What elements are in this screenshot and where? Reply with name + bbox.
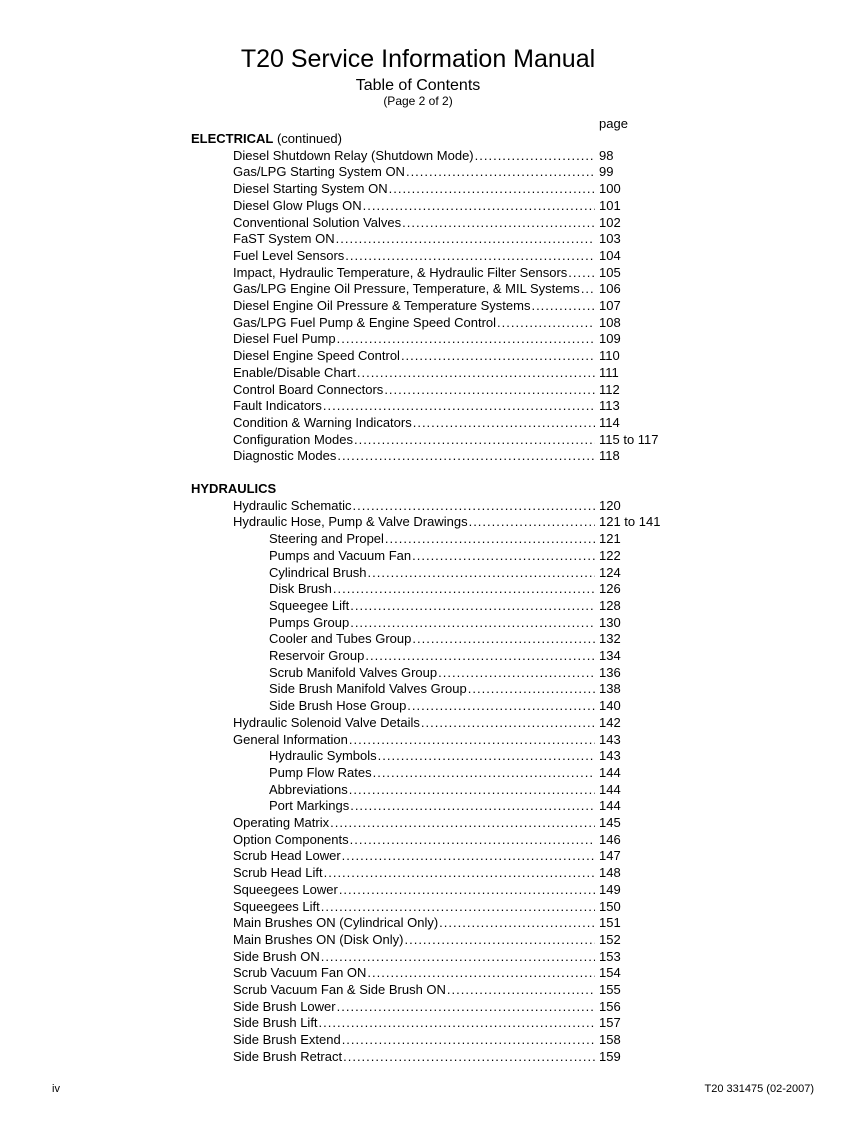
toc-entry-title: Squeegees Lower xyxy=(233,881,338,897)
toc-entry[interactable] xyxy=(233,999,596,1015)
dot-leader xyxy=(368,565,595,581)
toc-entry-title: Steering and Propel xyxy=(269,531,384,547)
toc-entry-page: 134 xyxy=(599,648,621,663)
dot-leader xyxy=(413,415,595,431)
dot-leader xyxy=(363,198,595,214)
toc-entry-page: 158 xyxy=(599,1032,621,1048)
toc-entry-page: 109 xyxy=(599,331,621,347)
toc-entry[interactable] xyxy=(233,215,596,231)
toc-entry[interactable] xyxy=(233,1032,596,1048)
dot-leader xyxy=(337,448,595,464)
toc-entry-title: Diesel Fuel Pump xyxy=(233,331,336,347)
toc-entry-title: Side Brush Manifold Valves Group xyxy=(269,681,467,697)
toc-entry[interactable] xyxy=(233,965,596,981)
toc-entry-title: Side Brush Lower xyxy=(233,998,336,1014)
toc-entry[interactable] xyxy=(233,815,596,831)
toc-entry-page: 121 xyxy=(599,531,621,547)
toc-entry-title: Scrub Vacuum Fan & Side Brush ON xyxy=(233,982,446,997)
toc-entry-page: 99 xyxy=(599,164,614,180)
toc-entry-page: 111 xyxy=(599,364,619,380)
toc-entry[interactable] xyxy=(269,782,596,798)
toc-entry[interactable] xyxy=(269,548,596,564)
toc-entry-page: 114 xyxy=(599,414,620,430)
toc-entry-page: 155 xyxy=(599,982,621,997)
toc-entry-title: Scrub Head Lift xyxy=(233,865,323,881)
dot-leader xyxy=(469,514,595,530)
dot-leader xyxy=(353,498,596,514)
toc-entry[interactable] xyxy=(233,164,596,180)
dot-leader xyxy=(407,698,595,714)
dot-leader xyxy=(336,231,595,247)
toc-entry-page: 102 xyxy=(599,214,621,230)
toc-entry[interactable] xyxy=(269,748,596,764)
toc-entry-page: 148 xyxy=(599,865,621,881)
toc-entry-title: Squeegee Lift xyxy=(269,597,350,613)
toc-entry-title: Pump Flow Rates xyxy=(269,764,372,780)
section-heading-name: HYDRAULICS xyxy=(191,481,277,496)
toc-entry-title: Gas/LPG Engine Oil Pressure, Temperature, & MIL Systems xyxy=(233,281,580,297)
toc-entry[interactable] xyxy=(233,848,596,864)
toc-entry-title: Impact, Hydraulic Temperature, & Hydraulic Filter Sensors xyxy=(233,264,568,280)
toc-entry[interactable] xyxy=(233,248,596,264)
toc-entry-title: Scrub Head Lower xyxy=(233,848,341,864)
toc-entry-page: 103 xyxy=(599,231,621,247)
toc-entry-page: 152 xyxy=(599,931,621,947)
dot-leader xyxy=(345,248,595,264)
dot-leader xyxy=(333,581,595,597)
toc-entry-page: 118 xyxy=(599,448,620,464)
toc-entry[interactable] xyxy=(233,1015,596,1031)
toc-entry[interactable] xyxy=(269,531,596,547)
dot-leader xyxy=(384,382,595,398)
toc-entry[interactable] xyxy=(233,514,596,530)
toc-entry-title: Main Brushes ON (Disk Only) xyxy=(233,931,404,947)
dot-leader xyxy=(330,815,595,831)
toc-entry-page: 157 xyxy=(599,1015,621,1031)
toc-entry-page: 120 xyxy=(599,497,621,513)
toc-entry[interactable] xyxy=(233,448,596,464)
toc-entry-page: 115 to 117 xyxy=(599,431,659,447)
toc-entry[interactable] xyxy=(233,148,596,164)
toc-entry-page: 151 xyxy=(599,915,621,931)
toc-subtitle: Table of Contents xyxy=(355,77,481,94)
toc-entry-page: 145 xyxy=(599,815,621,830)
footer-document-id: T20 331475 (02-2007) xyxy=(704,1083,814,1095)
toc-entry-page: 106 xyxy=(599,281,621,297)
toc-entry-title: Abbreviations xyxy=(269,781,348,797)
section-heading xyxy=(191,481,276,497)
toc-entry[interactable] xyxy=(269,765,596,781)
toc-entry-title: Hydraulic Symbols xyxy=(269,748,377,764)
toc-entry-page: 122 xyxy=(599,547,621,563)
toc-entry-title: FaST System ON xyxy=(233,231,335,247)
dot-leader xyxy=(439,915,595,931)
toc-entry-page: 112 xyxy=(599,381,620,397)
toc-entry-page: 142 xyxy=(599,714,621,730)
dot-leader xyxy=(373,765,595,781)
toc-entry[interactable] xyxy=(233,348,596,364)
toc-entry-title: Reservoir Group xyxy=(269,648,365,663)
toc-entry-title: Pumps and Vacuum Fan xyxy=(269,547,412,563)
toc-entry-title: Fault Indicators xyxy=(233,398,322,414)
dot-leader xyxy=(385,531,595,547)
toc-entry-page: 121 to 141 xyxy=(599,514,661,530)
dot-leader xyxy=(412,548,595,564)
toc-entry-title: Disk Brush xyxy=(269,581,332,597)
toc-entry-title: Configuration Modes xyxy=(233,431,353,447)
toc-entry-page: 146 xyxy=(599,831,621,847)
toc-entry-title: Diesel Shutdown Relay (Shutdown Mode) xyxy=(233,147,474,163)
toc-entry[interactable] xyxy=(269,665,596,681)
dot-leader xyxy=(350,598,595,614)
toc-entry-page: 124 xyxy=(599,564,621,580)
toc-entry-title: Fuel Level Sensors xyxy=(233,247,345,263)
toc-entry[interactable] xyxy=(269,798,596,814)
toc-entry-page: 130 xyxy=(599,614,621,630)
toc-entry[interactable] xyxy=(269,581,596,597)
toc-entry[interactable] xyxy=(233,331,596,347)
toc-entry-page: 128 xyxy=(599,597,621,613)
dot-leader xyxy=(339,882,595,898)
dot-leader xyxy=(350,832,595,848)
toc-entry-page: 126 xyxy=(599,581,621,597)
toc-entry[interactable] xyxy=(269,615,596,631)
toc-entry[interactable] xyxy=(233,899,596,915)
toc-entry-title: Diesel Engine Speed Control xyxy=(233,348,400,364)
dot-leader xyxy=(349,782,595,798)
dot-leader xyxy=(350,798,595,814)
toc-entry-page: 104 xyxy=(599,247,621,263)
dot-leader xyxy=(323,398,595,414)
toc-entry-title: Side Brush Extend xyxy=(233,1032,341,1048)
toc-entry-title: Hydraulic Schematic xyxy=(233,497,352,513)
toc-entry[interactable] xyxy=(233,865,596,881)
toc-entry[interactable] xyxy=(233,382,596,398)
dot-leader xyxy=(475,148,595,164)
toc-entry-page: 156 xyxy=(599,998,621,1014)
toc-entry-title: General Information xyxy=(233,731,348,747)
dot-leader xyxy=(581,281,595,297)
toc-entry-page: 113 xyxy=(599,398,620,414)
toc-entry[interactable] xyxy=(233,231,596,247)
toc-entry[interactable] xyxy=(233,715,596,731)
toc-entry-page: 140 xyxy=(599,698,621,714)
toc-entry[interactable] xyxy=(233,882,596,898)
toc-entry-page: 144 xyxy=(599,798,621,814)
toc-entry-page: 98 xyxy=(599,147,614,163)
dot-leader xyxy=(337,331,595,347)
toc-entry-page: 149 xyxy=(599,881,621,897)
toc-entry[interactable] xyxy=(233,198,596,214)
toc-entry[interactable] xyxy=(233,315,596,331)
toc-entry-page: 154 xyxy=(599,965,621,981)
toc-entry[interactable] xyxy=(233,498,596,514)
toc-entry-title: Diesel Starting System ON xyxy=(233,181,388,197)
dot-leader xyxy=(378,748,595,764)
toc-entry[interactable] xyxy=(233,915,596,931)
toc-entry-title: Control Board Connectors xyxy=(233,381,384,397)
toc-entry-title: Side Brush Hose Group xyxy=(269,698,407,714)
toc-entry-title: Scrub Manifold Valves Group xyxy=(269,664,438,680)
section-heading-suffix: (continued) xyxy=(273,131,342,146)
toc-entry-title: Gas/LPG Starting System ON xyxy=(233,164,405,180)
dot-leader xyxy=(421,715,595,731)
toc-entry-page: 136 xyxy=(599,664,621,680)
dot-leader xyxy=(389,181,595,197)
toc-entry-page: 138 xyxy=(599,681,621,697)
toc-entry[interactable] xyxy=(269,598,596,614)
footer-page-number: iv xyxy=(52,1083,60,1095)
toc-entry[interactable] xyxy=(233,265,596,281)
dot-leader xyxy=(324,865,595,881)
toc-entry-page: 159 xyxy=(599,1048,621,1064)
toc-entry-title: Cooler and Tubes Group xyxy=(269,631,412,647)
toc-entry-page: 107 xyxy=(599,298,621,313)
dot-leader xyxy=(349,732,595,748)
toc-entry-title: Scrub Vacuum Fan ON xyxy=(233,965,367,981)
toc-entry[interactable] xyxy=(233,181,596,197)
toc-entry[interactable] xyxy=(233,732,596,748)
toc-entry-title: Diagnostic Modes xyxy=(233,448,337,464)
toc-entry[interactable] xyxy=(233,298,596,314)
dot-leader xyxy=(321,899,595,915)
document-title: T20 Service Information Manual xyxy=(240,45,596,73)
toc-entry[interactable] xyxy=(233,982,596,998)
dot-leader xyxy=(337,999,595,1015)
toc-entry[interactable] xyxy=(233,1049,596,1065)
dot-leader xyxy=(497,315,595,331)
dot-leader xyxy=(350,615,595,631)
toc-entry-title: Diesel Glow Plugs ON xyxy=(233,197,362,213)
toc-entry-title: Gas/LPG Fuel Pump & Engine Speed Control xyxy=(233,314,497,330)
toc-entry[interactable] xyxy=(233,949,596,965)
section-heading xyxy=(191,131,342,147)
toc-entry[interactable] xyxy=(233,432,596,448)
toc-entry-title: Side Brush Lift xyxy=(233,1015,318,1031)
toc-entry[interactable] xyxy=(269,698,596,714)
toc-entry-title: Main Brushes ON (Cylindrical Only) xyxy=(233,915,439,931)
toc-entry[interactable] xyxy=(269,565,596,581)
toc-entry[interactable] xyxy=(233,415,596,431)
dot-leader xyxy=(343,1049,595,1065)
toc-entry-title: Enable/Disable Chart xyxy=(233,364,356,380)
toc-entry[interactable] xyxy=(233,398,596,414)
toc-entry-title: Side Brush ON xyxy=(233,948,320,964)
toc-entry-title: Cylindrical Brush xyxy=(269,564,367,580)
toc-entry-page: 147 xyxy=(599,848,621,864)
toc-entry-title: Option Components xyxy=(233,831,349,847)
dot-leader xyxy=(357,365,595,381)
dot-leader xyxy=(319,1015,595,1031)
toc-entry-title: Pumps Group xyxy=(269,614,350,630)
toc-entry-page: 150 xyxy=(599,898,621,914)
dot-leader xyxy=(531,298,595,314)
dot-leader xyxy=(447,982,595,998)
toc-entry-page: 143 xyxy=(599,731,621,747)
toc-entry-page: 100 xyxy=(599,181,621,197)
dot-leader xyxy=(406,164,595,180)
dot-leader xyxy=(412,631,595,647)
toc-entry-title: Hydraulic Solenoid Valve Details xyxy=(233,714,420,730)
toc-entry[interactable] xyxy=(269,681,596,697)
toc-entry-title: Conventional Solution Valves xyxy=(233,214,402,230)
toc-entry-page: 110 xyxy=(599,348,620,364)
toc-entry-page: 144 xyxy=(599,781,621,797)
dot-leader xyxy=(468,681,595,697)
toc-entry-page: 101 xyxy=(599,197,621,213)
toc-entry[interactable] xyxy=(233,832,596,848)
dot-leader xyxy=(568,265,595,281)
toc-entry-title: Operating Matrix xyxy=(233,815,330,830)
toc-entry-title: Condition & Warning Indicators xyxy=(233,414,412,430)
page-of-indicator: (Page 2 of 2) xyxy=(383,94,453,108)
toc-entry-page: 108 xyxy=(599,314,621,330)
dot-leader xyxy=(404,932,595,948)
toc-entry[interactable] xyxy=(233,281,596,297)
dot-leader xyxy=(402,215,595,231)
toc-entry-page: 153 xyxy=(599,948,621,964)
toc-entry[interactable] xyxy=(269,631,596,647)
dot-leader xyxy=(401,348,595,364)
toc-entry-title: Hydraulic Hose, Pump & Valve Drawings xyxy=(233,514,468,530)
dot-leader xyxy=(342,1032,595,1048)
section-heading-name: ELECTRICAL xyxy=(191,131,274,146)
toc-entry[interactable] xyxy=(233,932,596,948)
dot-leader xyxy=(354,432,595,448)
dot-leader xyxy=(365,648,595,664)
dot-leader xyxy=(367,965,595,981)
toc-entry-page: 105 xyxy=(599,264,621,280)
toc-entry-title: Port Markings xyxy=(269,798,350,814)
dot-leader xyxy=(342,848,595,864)
toc-entry-page: 143 xyxy=(599,748,621,764)
toc-entry-title: Side Brush Retract xyxy=(233,1048,343,1064)
toc-entry-title: Diesel Engine Oil Pressure & Temperature Systems xyxy=(233,298,531,313)
toc-entry[interactable] xyxy=(269,648,596,664)
dot-leader xyxy=(438,665,595,681)
toc-entry-title: Squeegees Lift xyxy=(233,898,320,914)
toc-entry[interactable] xyxy=(233,365,596,381)
dot-leader xyxy=(321,949,595,965)
toc-entry-page: 144 xyxy=(599,764,621,780)
toc-entry-page: 132 xyxy=(599,631,621,647)
page-column-label: page xyxy=(599,116,628,131)
